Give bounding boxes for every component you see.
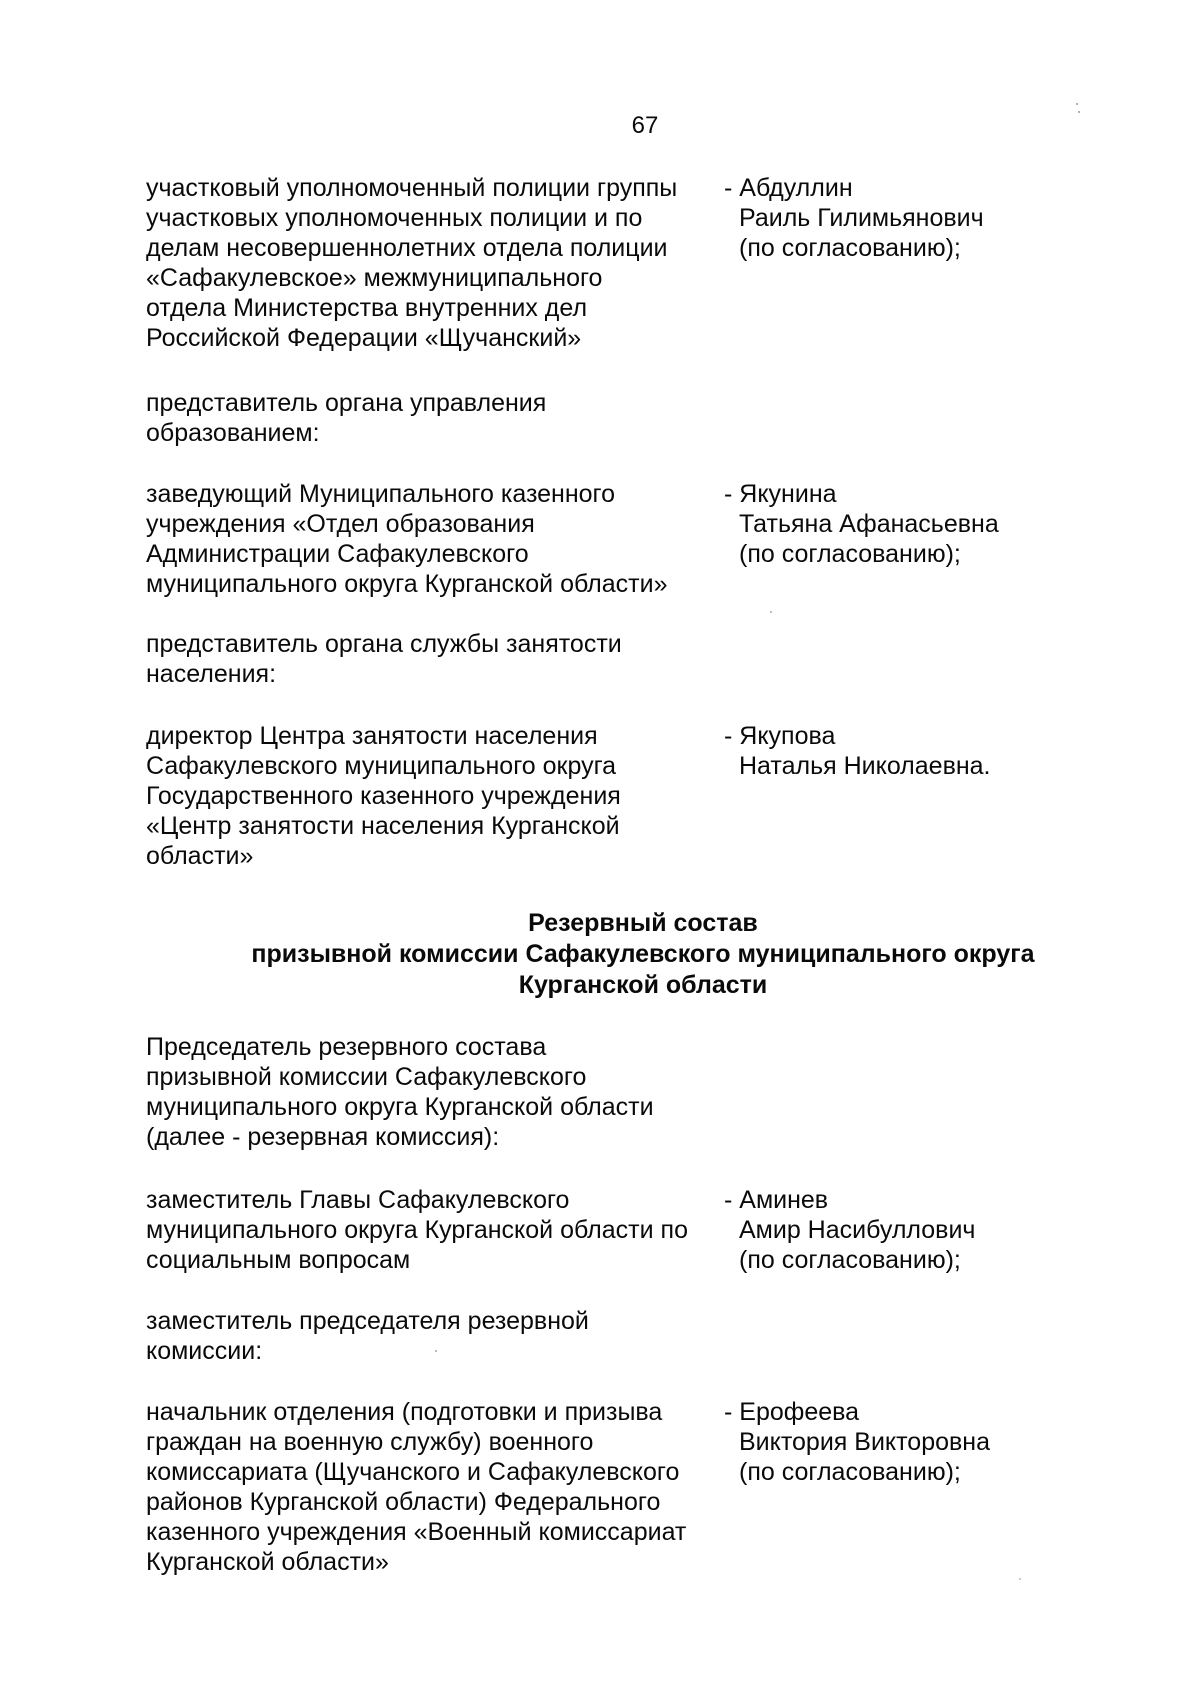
member-person — [724, 1185, 1124, 1275]
role-line: учреждения «Отдел образования — [146, 510, 535, 538]
role-line: представитель органа управления — [146, 389, 547, 417]
person-given-names: Амир Насибуллович — [739, 1216, 976, 1244]
role-line: комиссии: — [146, 1337, 263, 1365]
member-role — [146, 721, 726, 871]
role-line: комиссариата (Щучанского и Сафакулевского — [146, 1458, 680, 1486]
member-role — [146, 479, 726, 599]
role-line: граждан на военную службу) военного — [146, 1428, 594, 1456]
role-line: директор Центра занятости населения — [146, 722, 598, 750]
role-line: делам несовершеннолетних отдела полиции — [146, 234, 668, 262]
person-surname: - Якупова — [724, 722, 836, 750]
role-line: (далее - резервная комиссия): — [146, 1123, 500, 1151]
person-note: (по согласованию); — [739, 1246, 961, 1274]
role-line: «Центр занятости населения Курганской — [146, 812, 620, 840]
role-line: представитель органа службы занятости — [146, 630, 622, 658]
member-person — [724, 479, 1124, 569]
role-line: Курганской области» — [146, 1548, 389, 1576]
role-line: муниципального округа Курганской области» — [146, 570, 668, 598]
reserve-section-heading — [146, 908, 1140, 1001]
category-label — [146, 1032, 726, 1152]
person-note: (по согласованию); — [739, 1458, 961, 1486]
person-given-names: Виктория Викторовна — [739, 1428, 991, 1456]
member-person — [724, 173, 1124, 263]
role-line: Сафакулевского муниципального округа — [146, 752, 617, 780]
role-line: Администрации Сафакулевского — [146, 540, 529, 568]
role-line: районов Курганской области) Федерального — [146, 1488, 661, 1516]
page-number: 67 — [631, 112, 659, 139]
member-person — [724, 721, 1124, 781]
role-line: Российской Федерации «Щучанский» — [146, 324, 582, 352]
role-line: Государственного казенного учреждения — [146, 782, 621, 810]
role-line: социальным вопросам — [146, 1246, 411, 1274]
heading-line: Резервный состав — [528, 909, 758, 937]
role-line: заместитель председателя резервной — [146, 1307, 589, 1335]
role-line: заместитель Главы Сафакулевского — [146, 1186, 570, 1214]
person-surname: - Абдуллин — [724, 174, 853, 202]
heading-line: призывной комиссии Сафакулевского муниципального округа — [251, 940, 1035, 968]
category-label — [146, 629, 726, 689]
person-surname: - Якунина — [724, 480, 837, 508]
role-line: казенного учреждения «Военный комиссариат — [146, 1518, 687, 1546]
person-surname: - Аминев — [724, 1186, 829, 1214]
person-note: (по согласованию); — [739, 234, 961, 262]
role-line: муниципального округа Курганской области по — [146, 1216, 688, 1244]
role-line: отдела Министерства внутренних дел — [146, 294, 588, 322]
person-given-names: Наталья Николаевна. — [739, 752, 991, 780]
role-line: «Сафакулевское» межмуниципального — [146, 264, 603, 292]
role-line: муниципального округа Курганской области — [146, 1093, 654, 1121]
member-role — [146, 1397, 726, 1577]
member-role — [146, 1185, 726, 1275]
role-line: образованием: — [146, 419, 320, 447]
role-line: начальник отделения (подготовки и призыва — [146, 1398, 663, 1426]
member-person — [724, 1397, 1124, 1487]
category-label — [146, 1306, 726, 1366]
member-role — [146, 173, 726, 353]
person-note: (по согласованию); — [739, 540, 961, 568]
person-given-names: Татьяна Афанасьевна — [739, 510, 999, 538]
category-label — [146, 388, 726, 448]
role-line: области» — [146, 842, 254, 870]
role-line: заведующий Муниципального казенного — [146, 480, 616, 508]
role-line: Председатель резервного состава — [146, 1033, 547, 1061]
role-line: участковых уполномоченных полиции и по — [146, 204, 643, 232]
role-line: населения: — [146, 660, 277, 688]
person-surname: - Ерофеева — [724, 1398, 860, 1426]
heading-line: Курганской области — [518, 971, 768, 999]
role-line: призывной комиссии Сафакулевского — [146, 1063, 587, 1091]
person-given-names: Раиль Гилимьянович — [739, 204, 984, 232]
role-line: участковый уполномоченный полиции группы — [146, 174, 678, 202]
